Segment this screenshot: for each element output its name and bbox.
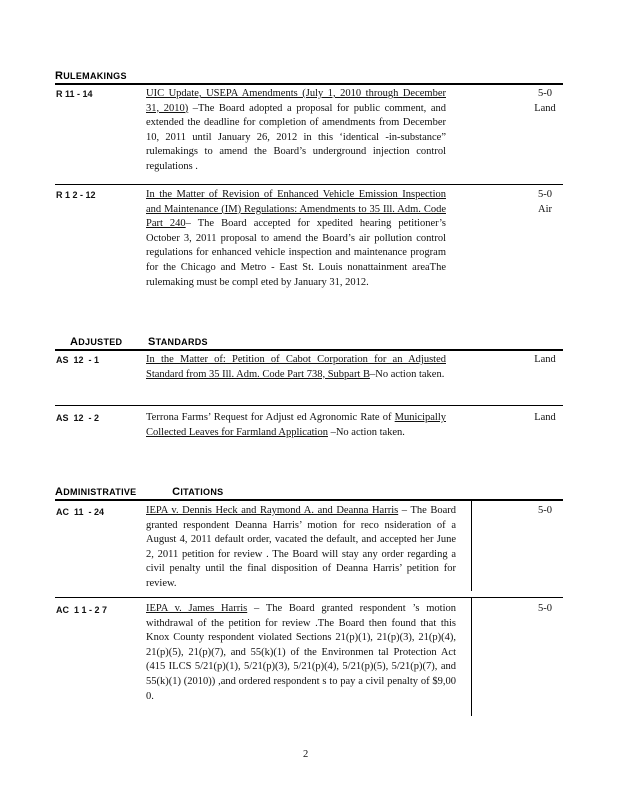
row-divider bbox=[55, 597, 563, 598]
case-summary: –No action taken. bbox=[327, 426, 405, 438]
docket-number: AC 11 - 24 bbox=[56, 507, 105, 517]
case-caption: In the Matter of: Petition of Cabot Corporation for an Adjusted Standard from 35 Ill. Adm. Code Part 738, Subpart B bbox=[146, 354, 446, 380]
case-caption: IEPA v. James Harris bbox=[146, 603, 248, 614]
heading-initial: C bbox=[172, 486, 181, 498]
page-number: 2 bbox=[303, 749, 309, 760]
case-description bbox=[146, 504, 456, 592]
case-summary: – The Board granted respondent Deanna Harris’ motion for reco nsideration of a August 4, 2011 default order, vacated the default, and accepted her June 2, 2011 petition for review . The Board will stay any order regarding a civil penalty until the final disposition of Deanna Harris’ petition for review. bbox=[146, 505, 457, 589]
docket-number: R 1 2 - 12 bbox=[56, 190, 96, 200]
adjusted-standards-heading bbox=[70, 336, 208, 348]
administrative-citations-heading bbox=[55, 486, 223, 498]
heading-initial: R bbox=[55, 70, 64, 82]
column-divider bbox=[471, 598, 472, 716]
vote-result bbox=[528, 504, 562, 519]
vote: 5-0 bbox=[538, 603, 552, 614]
section-divider bbox=[55, 349, 563, 351]
rulemakings-heading bbox=[55, 70, 127, 82]
docket-number: AS 12 - 2 bbox=[56, 413, 100, 423]
vote-result bbox=[528, 87, 562, 116]
case-caption: Municipally Collected Leaves for Farmland Application bbox=[146, 412, 446, 438]
category: Land bbox=[534, 412, 556, 423]
heading-rest: ITATIONS bbox=[180, 487, 224, 497]
category: Land bbox=[534, 102, 556, 114]
case-description bbox=[146, 602, 456, 704]
heading-rest: DJUSTED bbox=[78, 337, 123, 347]
docket-number: AS 12 - 1 bbox=[56, 355, 100, 365]
column-divider bbox=[471, 501, 472, 591]
case-caption: In the Matter of Revision of Enhanced Vehicle Emission Inspection and Maintenance (IM) Regulations: Amendments to 35 Ill. Adm. Code Part 240 bbox=[146, 189, 446, 230]
vote-result bbox=[528, 188, 562, 217]
case-caption-prefix: Terrona Farms’ Request for Adjust ed Agronomic Rate of bbox=[146, 412, 395, 423]
case-description bbox=[146, 87, 446, 175]
case-description bbox=[146, 411, 446, 440]
heading-initial: A bbox=[70, 336, 79, 348]
section-divider bbox=[55, 499, 563, 501]
vote-result bbox=[528, 411, 562, 426]
case-summary: – The Board accepted for xpedited hearing petitioner’s October 3, 2011 proposal to amend the Board’s air pollution control regulations for enhanced vehicle inspection and maintenance program for the Chicago and Metro - East St. Louis nonattainment areaThe rulemaking must be compl eted by January 31, 2012. bbox=[146, 218, 446, 288]
category: Air bbox=[538, 203, 552, 215]
case-caption: IEPA v. Dennis Heck and Raymond A. and Deanna Harris bbox=[146, 505, 399, 516]
docket-number: AC 1 1 - 2 7 bbox=[56, 605, 108, 615]
vote-result bbox=[528, 353, 562, 368]
heading-rest: TANDARDS bbox=[155, 337, 208, 347]
vote: 5-0 bbox=[538, 505, 552, 516]
vote-result bbox=[528, 602, 562, 617]
vote: 5-0 bbox=[538, 88, 552, 99]
heading-rest: ULEMAKINGS bbox=[63, 71, 127, 81]
heading-initial: S bbox=[147, 336, 156, 348]
case-summary: –The Board adopted a proposal for public comment, and extended the deadline for completion of amendments from December 10, 2011 until January 26, 2012 in this ‘identical -in-substance” rulemakings to amend the Board’s underground injection control regulations . bbox=[146, 102, 447, 172]
docket-number: R 11 - 14 bbox=[56, 89, 93, 99]
row-divider bbox=[55, 405, 563, 406]
case-description bbox=[146, 353, 446, 382]
category: Land bbox=[534, 354, 556, 365]
case-summary: – The Board granted respondent ’s motion withdrawal of the petition for review .The Board then found that this Knox County respondent violated Sections 21(p)(1), 21(p)(3), 21(p)(4), 21(p)(5), 21(p)(7), and 55(k)(1) of the Environmen tal Protection Act (415 ILCS 5/21(p)(1), 5/21(p)(3), 5/21(p)(4), 5/21(p)(5), 5/21(p)(7), and 55(k)(1) (2010)) ,and ordered respondent s to pay a civil penalty of $9,00 0. bbox=[146, 603, 456, 702]
heading-rest: DMINISTRATIVE bbox=[63, 487, 137, 497]
case-description bbox=[146, 188, 446, 290]
heading-initial: A bbox=[55, 486, 64, 498]
row-divider bbox=[55, 184, 563, 185]
case-caption: UIC Update, USEPA Amendments (July 1, 2010 through December 31, 2010) bbox=[146, 88, 446, 114]
vote: 5-0 bbox=[538, 189, 552, 200]
case-summary: –No action taken. bbox=[369, 368, 445, 380]
section-divider bbox=[55, 83, 563, 85]
